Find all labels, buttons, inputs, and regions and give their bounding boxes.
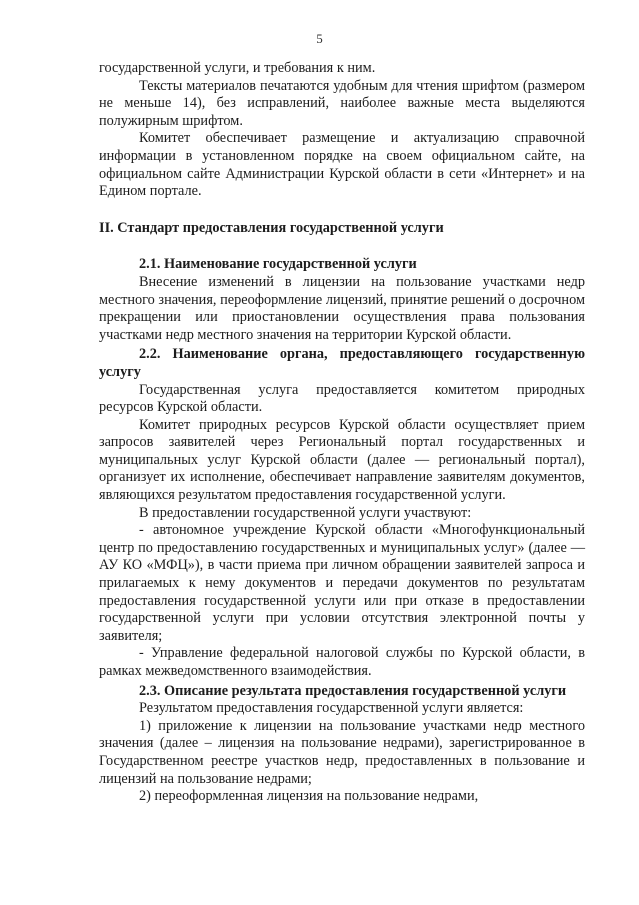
subsection-2-3-heading: 2.3. Описание результата предоставления государственной услуги [139, 682, 567, 699]
paragraph-website: Комитет обеспечивает размещение и актуализацию справочной информации в установленном порядке на своем официальном сайте, на официальном сайте Администрации Курской области в сети «Интернет» и на Едином портале. [99, 130, 585, 200]
subsection-2-2-paragraph: Комитет природных ресурсов Курской области осуществляет прием запросов заявителей через Региональный портал государственных и муниципальных услуг Курской области (далее — региональный портал), организует их исполнение, обеспечивает направление заявителям документов, являющихся результатом предоставления государственной услуги. [99, 416, 585, 504]
subsection-2-2-heading: 2.2. Наименование органа, предоставляющего государственную услугу [99, 346, 585, 380]
subsection-2-3-paragraph: Результатом предоставления государственной услуги является: [139, 700, 524, 717]
subsection-2-2-paragraph: В предоставлении государственной услуги участвуют: [139, 504, 472, 521]
paragraph-continuation: государственной услуги, и требования к ним. [99, 60, 376, 76]
paragraph-fonts: Тексты материалов печатаются удобным для чтения шрифтом (размером не меньше 14), без исправлений, наиболее важные места выделяются полужирным шрифтом. [99, 77, 585, 129]
subsection-2-2-list-item: - Управление федеральной налоговой службы по Курской области, в рамках межведомственного взаимодействия. [99, 645, 585, 679]
subsection-2-2-list-item: - автономное учреждение Курской области «Многофункциональный центр по предоставлению государственных и муниципальных услуг» (далее — АУ КО «МФЦ»), в части приема при личном обращении заявителей запроса и прилагаемых к нему документов и передачи документов по результатам предоставления государственной услуги или при отказе в предоставлении государственной услуги при условии отсутствия электронной почты у заявителя; [99, 522, 585, 644]
document-body [99, 60, 585, 806]
subsection-2-1-text: Внесение изменений в лицензии на пользование участками недр местного значения, переоформление лицензий, принятие решений о досрочном прекращении или приостановлении осуществления права пользования участками недр местного значения на территории Курской области. [99, 273, 585, 343]
subsection-2-3-list-item: 1) приложение к лицензии на пользование участками недр местного значения (далее – лицензия на пользование недрами), зарегистрированное в Государственном реестре участков недр, предоставленных в пользование и лицензий на пользование недрами; [99, 717, 585, 787]
subsection-2-1-heading: 2.1. Наименование государственной услуги [139, 256, 417, 273]
subsection-2-3-list-item: 2) переоформленная лицензия на пользование недрами, [139, 788, 479, 805]
section-title: II. Стандарт предоставления государственной услуги [99, 219, 444, 236]
page-number: 5 [316, 31, 323, 46]
subsection-2-2-paragraph: Государственная услуга предоставляется комитетом природных ресурсов Курской области. [99, 381, 585, 416]
